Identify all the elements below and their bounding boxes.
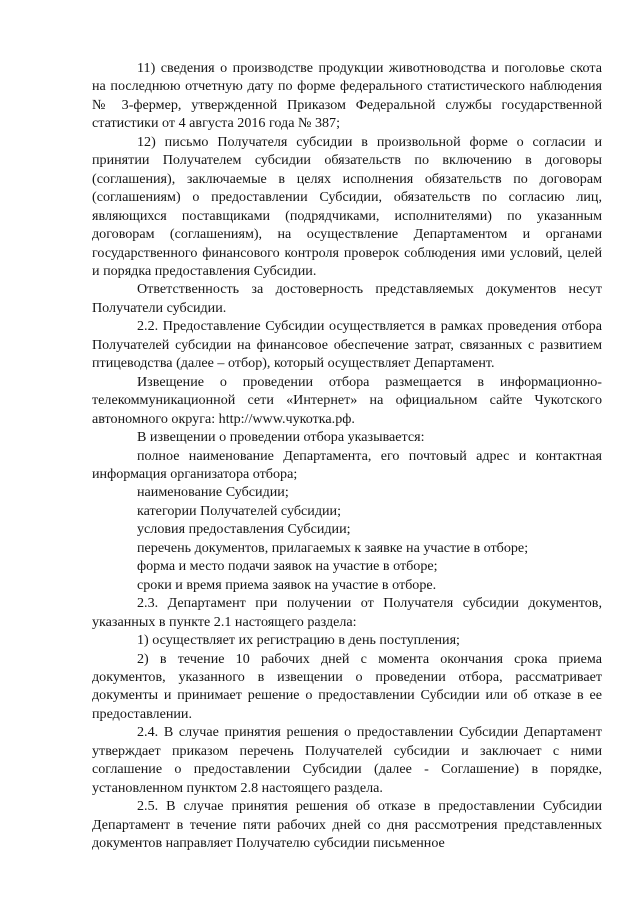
paragraph-2-3-item-2: 2) в течение 10 рабочих дней с момента окончания срока приема документов, указанного в извещении о проведении отбора, рассматривает документы и принимает решение о предоставлении Субсидии или об отказе в ее предоставлении. bbox=[92, 650, 602, 722]
list-item: условия предоставления Субсидии; bbox=[137, 521, 351, 538]
list-item: сроки и время приема заявок на участие в отборе. bbox=[137, 576, 437, 593]
paragraph-responsibility: Ответственность за достоверность представляемых документов несут Получатели субсидии. bbox=[92, 281, 602, 316]
list-item: полное наименование Департамента, его почтовый адрес и контактная информация организатора отбора; bbox=[92, 447, 602, 482]
paragraph-2-3: 2.3. Департамент при получении от Получателя субсидии документов, указанных в пункте 2.1 настоящего раздела: bbox=[92, 595, 602, 630]
list-item: перечень документов, прилагаемых к заявке на участие в отборе; bbox=[137, 539, 529, 556]
paragraph-2-2: 2.2. Предоставление Субсидии осуществляется в рамках проведения отбора Получателей субсидии на финансовое обеспечение затрат, связанных с развитием птицеводства (далее – отбор), который осуществляет Департамент. bbox=[92, 318, 602, 372]
list-item: наименование Субсидии; bbox=[137, 484, 289, 501]
paragraph-notice-contents: В извещении о проведении отбора указывается: bbox=[137, 429, 425, 446]
paragraph-item-12: 12) письмо Получателя субсидии в произвольной форме о согласии и принятии Получателем субсидии обязательств по включению в договоры (соглашения), заключаемые в целях исполнения обязательств по договорам (соглашениям) о предоставлении Субсидии, обязательств по согласию лиц, являющихся поставщиками (подрядчиками, исполнителями) по указанным договорам (соглашениям), на осуществление Департаментом и органами государственного финансового контроля проверок соблюдения ими условий, целей и порядка предоставления Субсидии. bbox=[92, 133, 602, 279]
paragraph-2-3-item-1: 1) осуществляет их регистрацию в день поступления; bbox=[137, 632, 460, 649]
paragraph-2-5: 2.5. В случае принятия решения об отказе в предоставлении Субсидии Департамент в течение пяти рабочих дней со дня рассмотрения представленных документов направляет Получателю субсидии письменное bbox=[92, 798, 602, 852]
document-body bbox=[92, 59, 602, 852]
list-item: форма и место подачи заявок на участие в отборе; bbox=[137, 558, 438, 575]
list-item: категории Получателей субсидии; bbox=[137, 502, 342, 519]
paragraph-item-11: 11) сведения о производстве продукции животноводства и поголовье скота на последнюю отчетную дату по форме федерального статистического наблюдения № 3-фермер, утвержденной Приказом Федеральной службы государственной статистики от 4 августа 2016 года № 387; bbox=[92, 60, 602, 132]
paragraph-2-4: 2.4. В случае принятия решения о предоставлении Субсидии Департамент утверждает приказом перечень Получателей субсидии и заключает с ними соглашение о предоставлении Субсидии (далее - Соглашение) в порядке, установленном пунктом 2.8 настоящего раздела. bbox=[92, 724, 602, 796]
paragraph-notice: Извещение о проведении отбора размещается в информационно-телекоммуникационной сети «Интернет» на официальном сайте Чукотского автономного округа: http://www.чукотка.рф. bbox=[92, 373, 602, 427]
